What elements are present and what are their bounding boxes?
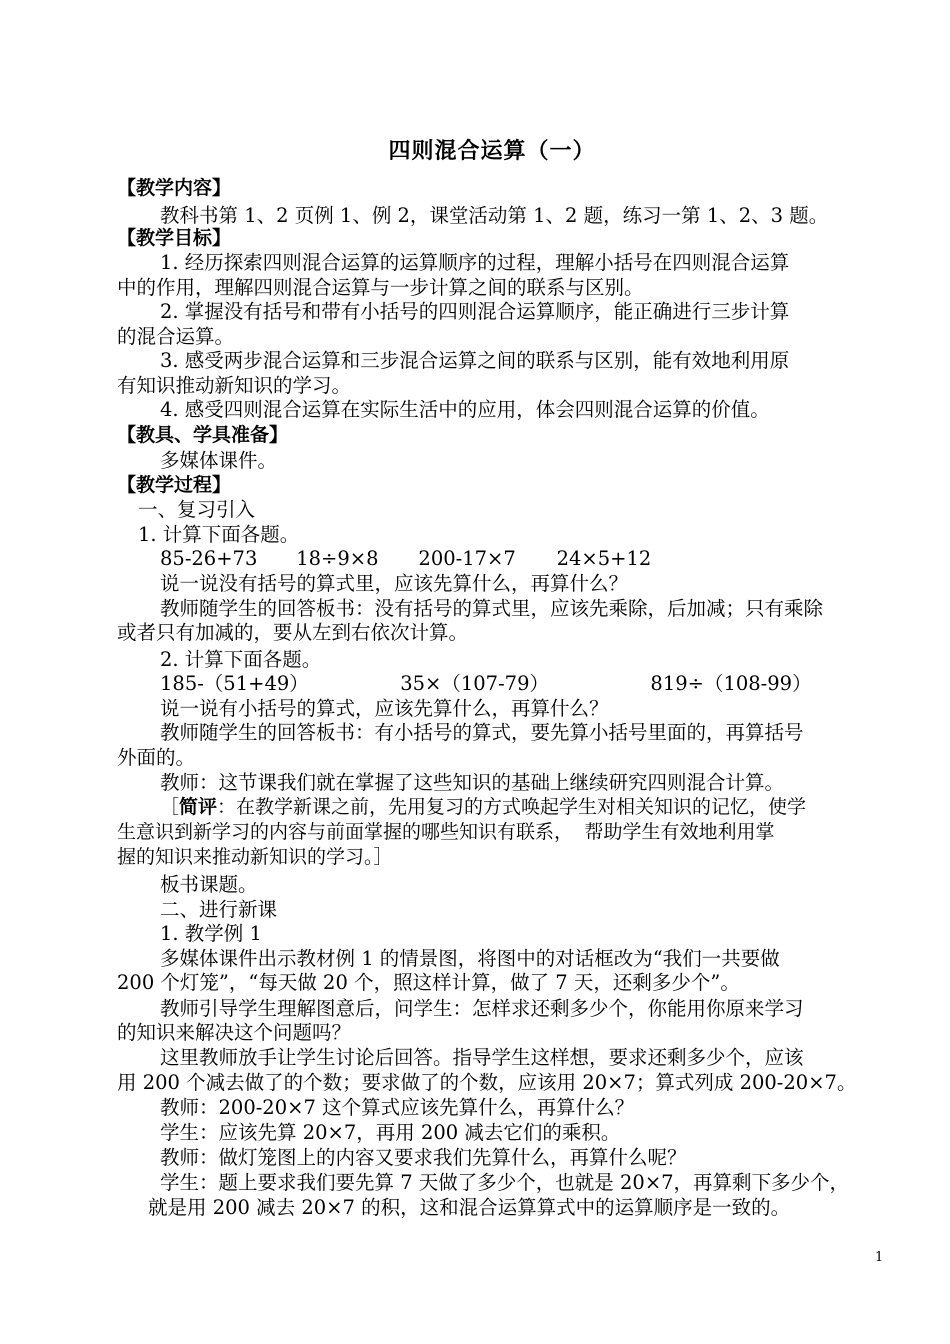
board-1-line-1: 教师随学生的回答板书：没有括号的算式里，应该先乘除，后加减；只有乘除 (160, 597, 824, 620)
guide-line-2: 的知识来解决这个问题吗？ (117, 1021, 352, 1044)
student-answer-1: 学生：应该先算 20×7，再用 200 减去它们的乘积。 (160, 1121, 621, 1144)
page-number: 1 (875, 1250, 884, 1265)
calc-item: 85-26+73 (160, 547, 258, 570)
question-1: 说一说没有括号的算式里，应该先算什么，再算什么？ (160, 572, 629, 595)
board-1-line-2: 或者只有加减的，要从左到右依次计算。 (117, 621, 469, 644)
calc-item: 18÷9×8 (296, 547, 379, 570)
goal-1-line-1: 1. 经历探索四则混合运算的运算顺序的过程，理解小括号在四则混合运算 (160, 251, 790, 274)
discuss-line-1: 这里教师放手让学生讨论后回答。指导学生这样想，要求还剩多少个，应该 (160, 1046, 804, 1069)
calc-item: 24×5+12 (556, 547, 652, 570)
goal-2-line-1: 2. 掌握没有括号和带有小括号的四则混合运算顺序，能正确进行三步计算 (160, 300, 790, 323)
guide-line-1: 教师引导学生理解图意后，问学生：怎样求还剩多少个，你能用你原来学习 (160, 997, 804, 1020)
board-2-line-2: 外面的。 (117, 746, 196, 769)
section-2-title: 二、进行新课 (160, 898, 278, 921)
question-2: 说一说有小括号的算式，应该先算什么，再算什么？ (160, 697, 609, 720)
goal-1-line-2: 中的作用，理解四则混合运算与一步计算之间的联系与区别。 (117, 276, 644, 299)
calc-row-2 (160, 671, 812, 696)
goal-3-line-2: 有知识推动新知识的学习。 (117, 374, 352, 397)
goal-3-line-1: 3. 感受两步混合运算和三步混合运算之间的联系与区别，能有效地利用原 (160, 349, 790, 372)
calc-item: 819÷（108-99） (650, 672, 812, 695)
heading-process: 【教学过程】 (117, 474, 232, 496)
document-title: 四则混合运算（一） (388, 139, 596, 164)
practice-1-title: 1. 计算下面各题。 (138, 523, 300, 546)
goal-4: 4. 感受四则混合运算在实际生活中的应用，体会四则混合运算的价值。 (160, 398, 770, 421)
review-text-1: ：在教学新课之前，先用复习的方式唤起学生对相关知识的记忆，使学 (217, 796, 807, 818)
student-answer-2-line-2: 就是用 200 减去 20×7 的积，这和混合运算算式中的运算顺序是一致的。 (148, 1196, 791, 1219)
calc-item: 200-17×7 (418, 547, 516, 570)
example-1-line-1: 多媒体课件出示教材例 1 的情景图，将图中的对话框改为“我们一共要做 (160, 947, 780, 970)
example-1-title: 1. 教学例 1 (160, 922, 262, 945)
heading-content: 【教学内容】 (117, 177, 232, 199)
board-topic: 板书课题。 (160, 873, 258, 896)
goal-2-line-2: 的混合运算。 (117, 325, 235, 348)
review-open-bracket: ［ (160, 796, 180, 818)
board-2-line-1: 教师随学生的回答板书：有小括号的算式，要先算小括号里面的，再算括号 (160, 721, 804, 744)
calc-item: 35×（107-79） (400, 672, 549, 695)
calc-item: 185-（51+49） (160, 672, 309, 695)
review-line-3: 握的知识来推动新知识的学习。］ (117, 846, 393, 868)
review-label: 简评 (179, 796, 218, 818)
review-line-2: 生意识到新学习的内容与前面掌握的哪些知识有联系， 帮助学生有效地利用掌 (117, 821, 775, 843)
content-text: 教科书第 1、2 页例 1、例 2，课堂活动第 1、2 题，练习一第 1、2、3 题。 (160, 204, 829, 227)
review-line-1 (160, 795, 806, 820)
teacher-question-3: 教师：做灯笼图上的内容又要求我们先算什么，再算什么呢？ (160, 1146, 687, 1169)
teacher-question-2: 教师：200-20×7 这个算式应该先算什么，再算什么？ (160, 1096, 635, 1119)
example-1-line-2: 200 个灯笼”，“每天做 20 个，照这样计算，做了 7 天，还剩多少个”。 (117, 971, 740, 994)
practice-2-title: 2. 计算下面各题。 (160, 648, 322, 671)
heading-tools: 【教具、学具准备】 (117, 424, 289, 446)
section-1-title: 一、复习引入 (138, 498, 256, 521)
tools-text: 多媒体课件。 (160, 449, 278, 472)
calc-row-1 (160, 546, 651, 571)
discuss-line-2: 用 200 个减去做了的个数；要求做了的个数，应该用 20×7；算式列成 200-20×7。 (117, 1071, 857, 1094)
student-answer-2-line-1: 学生：题上要求我们要先算 7 天做了多少个，也就是 20×7，再算剩下多少个， (160, 1171, 850, 1194)
teacher-remark-1: 教师：这节课我们就在掌握了这些知识的基础上继续研究四则混合计算。 (160, 771, 785, 794)
heading-goals: 【教学目标】 (117, 227, 232, 249)
